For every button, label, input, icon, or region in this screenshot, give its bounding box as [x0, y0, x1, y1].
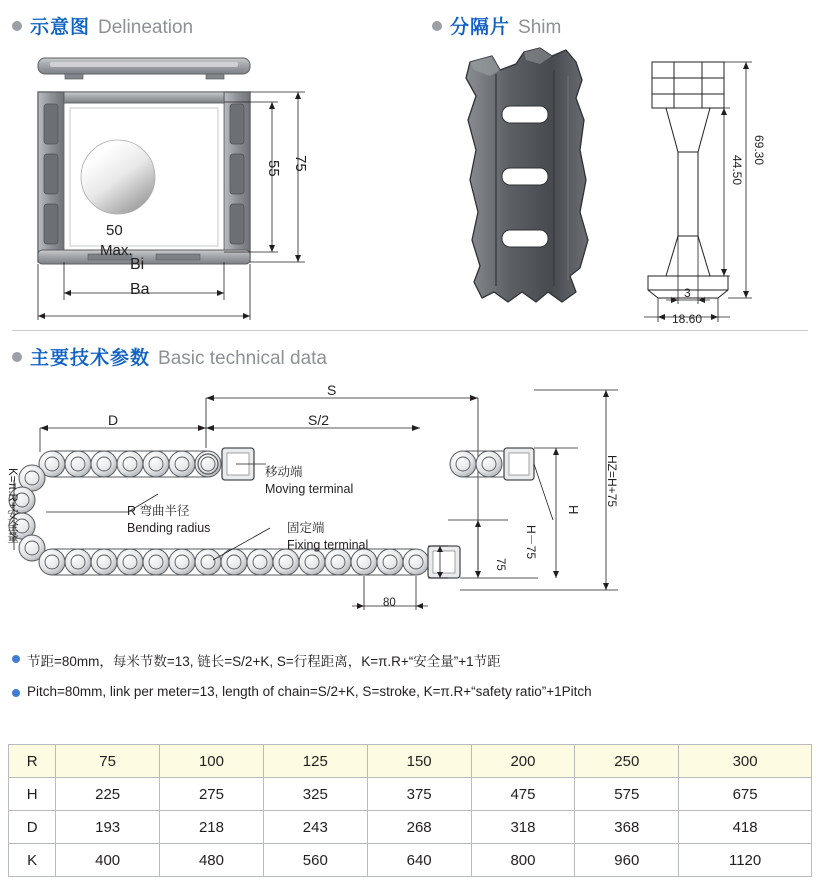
table-cell: H: [9, 778, 56, 811]
table-cell: 200: [471, 745, 575, 778]
dim-shim-neck-width: 3: [684, 286, 691, 300]
table-cell: 560: [263, 844, 367, 877]
chain-lower-run: [52, 546, 460, 578]
section-header-delineation: [12, 12, 193, 39]
divider: [12, 330, 808, 331]
table-cell: 325: [263, 778, 367, 811]
label-d: D: [108, 412, 119, 428]
delineation-drawing: [10, 50, 340, 320]
table-row: [9, 745, 812, 778]
table-cell: 75: [56, 745, 160, 778]
note-cn: [12, 650, 501, 670]
ball-label-value: 50: [106, 222, 123, 239]
dim-outer-width: Ba: [130, 281, 150, 298]
table-cell: 225: [56, 778, 160, 811]
table-cell: 368: [575, 811, 679, 844]
table-cell: 275: [160, 778, 264, 811]
dim-inner-width: Bi: [130, 256, 145, 273]
table-cell: 1120: [679, 844, 812, 877]
table-cell: 418: [679, 811, 812, 844]
dim-shim-base-width: 18.60: [672, 312, 703, 326]
label-height-75: 75: [494, 558, 506, 571]
label-hz: HZ=H+75: [605, 455, 619, 508]
dim-shim-total-height: 69.30: [752, 135, 766, 166]
shim-profile-view: [648, 62, 728, 298]
table-cell: 475: [471, 778, 575, 811]
label-bending-radius-cn: R 弯曲半径: [127, 504, 190, 518]
chain-upper-run: [39, 448, 254, 480]
table-cell: D: [9, 811, 56, 844]
section-header-shim: [432, 12, 561, 39]
table-cell: 100: [160, 745, 264, 778]
table-cell: 250: [575, 745, 679, 778]
table-cell: 480: [160, 844, 264, 877]
table-cell: 318: [471, 811, 575, 844]
section-title-cn: 主要技术参数: [30, 348, 151, 369]
label-moving-terminal-en: Moving terminal: [265, 482, 354, 496]
table-cell: 960: [575, 844, 679, 877]
table-row: [9, 844, 812, 877]
table-cell: 375: [367, 778, 471, 811]
label-fixing-terminal-cn: 固定端: [287, 521, 325, 535]
shim-body-3d: [466, 48, 588, 302]
label-half-stroke: S/2: [308, 412, 330, 428]
label-h-minus-75: H－75: [524, 525, 538, 560]
table-row: [9, 811, 812, 844]
table-cell: 640: [367, 844, 471, 877]
table-cell: 575: [575, 778, 679, 811]
bullet-icon: [12, 655, 20, 663]
bullet-icon: [12, 352, 22, 362]
section-title-en: Basic technical data: [158, 348, 328, 369]
section-title-en: Delineation: [98, 17, 194, 38]
table-cell: 193: [56, 811, 160, 844]
table-cell: R: [9, 745, 56, 778]
chain-right-fold: [450, 448, 534, 480]
label-bending-radius-en: Bending radius: [127, 521, 211, 535]
shim-drawing: [430, 40, 810, 330]
bullet-icon: [12, 21, 22, 31]
section-title-cn: 示意图: [30, 17, 91, 38]
label-k-formula: K=π.R+安全量: [6, 468, 18, 544]
table-cell: 243: [263, 811, 367, 844]
table-cell: 400: [56, 844, 160, 877]
label-stroke-s: S: [327, 382, 337, 398]
section-title-cn: 分隔片: [450, 17, 511, 38]
table-cell: 218: [160, 811, 264, 844]
section-header-technical: [12, 343, 327, 370]
table-cell: K: [9, 844, 56, 877]
chain-cover-bar: [38, 58, 250, 79]
table-cell: 125: [263, 745, 367, 778]
table-cell: 800: [471, 844, 575, 877]
bend-ball-indicator: [81, 140, 155, 214]
dim-shim-neck-height: 44.50: [730, 155, 744, 186]
table-cell: 268: [367, 811, 471, 844]
table-row: [9, 778, 812, 811]
section-title-en: Shim: [518, 17, 562, 38]
dim-inner-height: 55: [265, 160, 282, 177]
bullet-icon: [432, 21, 442, 31]
spec-table: [8, 744, 812, 877]
bullet-icon: [12, 689, 20, 697]
table-cell: 675: [679, 778, 812, 811]
ball-label-max: Max.: [100, 242, 133, 259]
label-length-80: 80: [383, 597, 396, 609]
table-cell: 300: [679, 745, 812, 778]
table-cell: 150: [367, 745, 471, 778]
label-h: H: [566, 505, 581, 515]
label-fixing-terminal-en: Fixing terminal: [287, 538, 369, 552]
label-moving-terminal-cn: 移动端: [265, 465, 303, 479]
dim-outer-height: 75: [292, 155, 309, 172]
note-en: [12, 684, 592, 699]
note-text: Pitch=80mm, link per meter=13, length of chain=S/2+K, S=stroke, K=π.R+“safety ratio”+1Pitch: [27, 684, 592, 699]
note-text: 节距=80mm，每米节数=13, 链长=S/2+K, S=行程距离，K=π.R+“安全量”+1节距: [27, 654, 501, 669]
